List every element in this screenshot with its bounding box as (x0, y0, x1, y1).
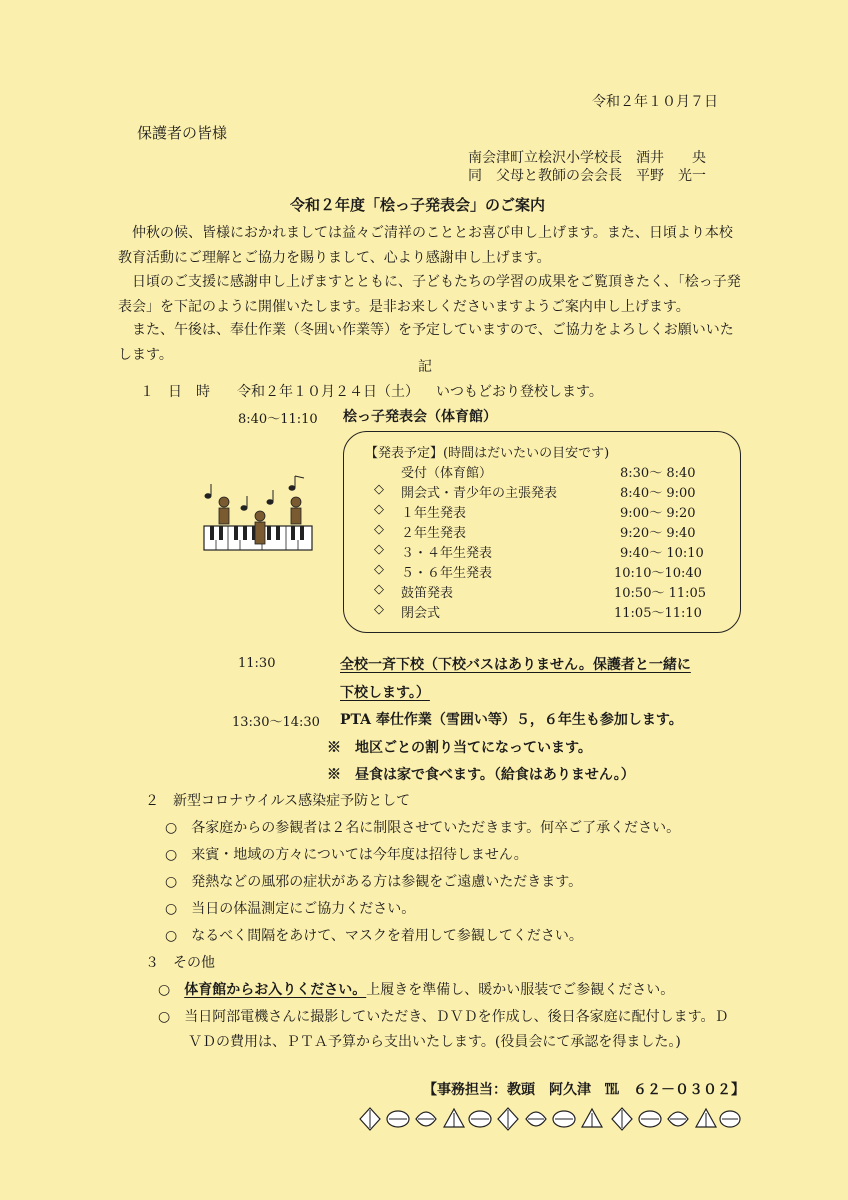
schedule-marker: ◇ (374, 522, 384, 537)
schedule-item-name: １年生発表 (401, 506, 467, 521)
schedule-item-time: 9:00～ 9:20 (620, 506, 696, 521)
schedule-item-name: 受付（体育館） (401, 466, 493, 481)
ki-mark: 記 (418, 359, 432, 375)
entrance-notice: 体育館からお入りください。 (184, 982, 367, 998)
schedule-item-time: 8:40～ 9:00 (620, 486, 696, 501)
schedule-item-name: ５・６年生発表 (401, 566, 493, 581)
event-date-note: いつもどおり登校します。 (436, 384, 603, 400)
intro-paragraph-2: 日頃のご支援に感謝申し上げますとともに、子どもたちの学習の成果をご覧頂きたく、「桧っ子発表会」を下記のように開催いたします。是非お来しくださいますようご案内申し上げます。 (118, 274, 741, 315)
page-title: 令和２年度「桧っ子発表会」のご案内 (290, 196, 546, 214)
event-date: 令和２年１０月２４日（土） (237, 384, 419, 400)
dvd-notice-line-2: ＶＤの費用は、ＰＴＡ予算から支出いたします。(役員会にて承認を得ました。) (188, 1034, 681, 1050)
schedule-item-name: 開会式・青少年の主張発表 (401, 486, 558, 501)
intro-paragraph-1: 仲秋の候、皆様におかれましては益々ご清祥のこととお喜び申し上げます。また、日頃より本校教育活動にご理解とご協力を賜りまして、心より感謝申し上げます。 (118, 225, 733, 266)
covid-item: ○ 当日の体温測定にご協力ください。 (165, 901, 416, 917)
covid-item: ○ 各家庭からの参観者は２名に制限させていただきます。何卒ご了承ください。 (165, 820, 681, 836)
schedule-item-time: 9:20～ 9:40 (620, 526, 696, 541)
schedule-marker: ◇ (374, 542, 384, 557)
sender-principal: 南会津町立桧沢小学校長 酒井 央 (468, 150, 706, 166)
section1-heading: １ 日 時 (140, 384, 210, 400)
schedule-item-time: 8:30～ 8:40 (620, 466, 696, 481)
section3-heading: ３ その他 (145, 955, 215, 971)
schedule-item-name: 鼓笛発表 (401, 586, 454, 601)
pta-work-text: PTA 奉仕作業（雪囲い等）５，６年生も参加します。 (340, 712, 683, 728)
other-item-1-marker: ○ (158, 982, 171, 998)
other-item-1 (158, 980, 674, 1000)
dismissal-line-1: 全校一斉下校（下校バスはありません。保護者と一緒に (340, 657, 691, 673)
schedule-item-time: 11:05～11:10 (614, 606, 702, 621)
covid-item: ○ 発熱などの風邪の症状がある方は参観をご遠慮いただきます。 (165, 874, 583, 890)
event-time: 8:40～11:10 (238, 412, 318, 427)
other-item-1-rest: 上履きを準備し、暖かい服装でご参観ください。 (366, 982, 675, 998)
event-name: 桧っ子発表会（体育館） (343, 409, 497, 425)
pta-time: 13:30～14:30 (232, 715, 320, 730)
sender-pta-president: 同 父母と教師の会会長 平野 光一 (468, 168, 706, 184)
piano-children-illustration (200, 472, 318, 556)
schedule-item-name: ２年生発表 (401, 526, 467, 541)
salutation: 保護者の皆様 (137, 124, 228, 142)
schedule-item-time: 10:10～10:40 (614, 566, 702, 581)
schedule-item-name: 閉会式 (401, 606, 441, 621)
document-date: 令和２年１０月７日 (592, 94, 718, 110)
leaf-border-decoration (356, 1105, 742, 1133)
schedule-marker: ◇ (374, 562, 384, 577)
covid-item: ○ なるべく間隔をあけて、マスクを着用して参観してください。 (165, 928, 583, 944)
covid-item: ○ 来賓・地域の方々については今年度は招待しません。 (165, 847, 528, 863)
schedule-marker: ◇ (374, 582, 384, 597)
dismissal-time: 11:30 (238, 656, 276, 671)
dismissal-line-2: 下校します。） (340, 685, 430, 701)
schedule-marker: ◇ (374, 502, 384, 517)
intro-paragraph-3: また、午後は、奉仕作業（冬囲い作業等）を予定していますので、ご協力をよろしくお願いいたします。 (118, 322, 734, 363)
schedule-item-time: 9:40～ 10:10 (620, 546, 704, 561)
section2-heading: ２ 新型コロナウイルス感染症予防として (145, 793, 411, 809)
note-district: ※ 地区ごとの割り当てになっています。 (327, 740, 592, 756)
schedule-marker: ◇ (374, 602, 384, 617)
schedule-item-time: 10:50～ 11:05 (614, 586, 707, 601)
schedule-header: 【発表予定】(時間はだいたいの目安です) (365, 446, 610, 461)
contact-info: 【事務担当：教頭 阿久津 ℡ ６２－０３０２】 (423, 1082, 745, 1098)
dvd-notice-line-1: ○ 当日阿部電機さんに撮影していただき、ＤＶＤを作成し、後日各家庭に配付します。Ｄ (158, 1009, 729, 1025)
note-lunch: ※ 昼食は家で食べます。（給食はありません。） (327, 767, 635, 783)
schedule-marker: ◇ (374, 482, 384, 497)
schedule-item-name: ３・４年生発表 (401, 546, 493, 561)
